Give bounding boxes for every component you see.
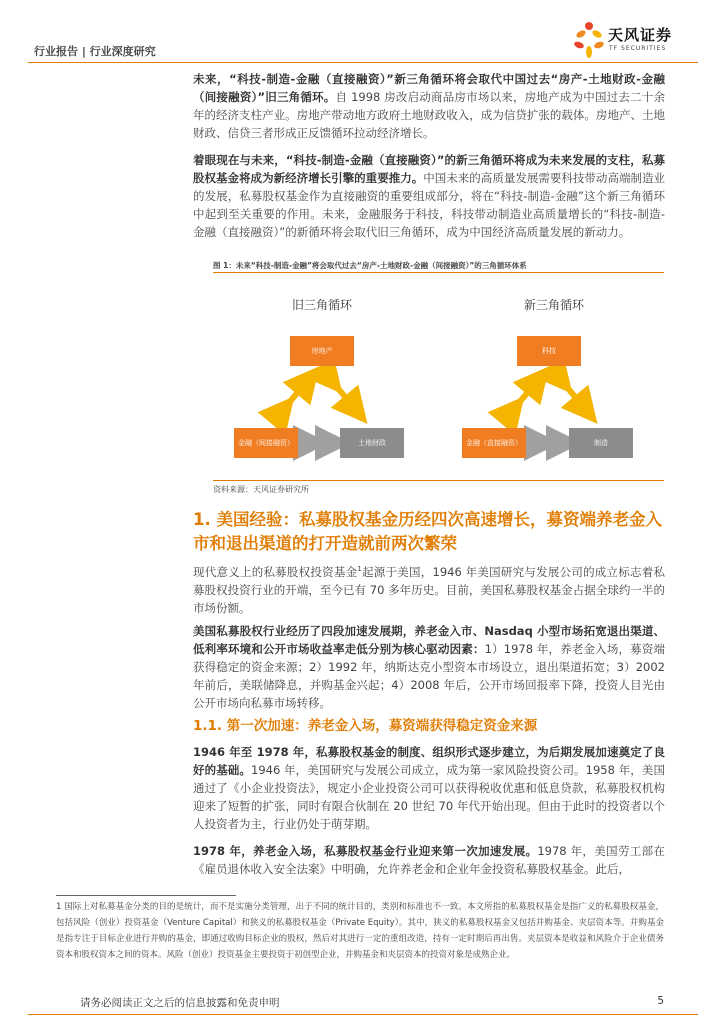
new-triangle-title: 新三角循环 (524, 298, 585, 312)
section-1-paragraph-2-text: 1）1978 年，养老金入场，募资端获得稳定的资金来源；2）1992 年，纳斯达克小型资本市场设立，退出渠道拓宽；3）2002 年前后，美联储降息，并购基金兴起；4）2008 年后，公开市场回报率下降，投资人目光由公开市场向私募市场转移。 (193, 642, 665, 710)
section-1-1-heading: 1.1. 第一次加速：养老金入场，募资端获得稳定资金来源 (193, 718, 538, 734)
section-1-1-paragraph-2-text: 1978 年，美国劳工部在《雇员退休收入安全法案》中明确，允许养老金和企业年金投资私募股权基金。此后， (193, 844, 665, 876)
paragraph-intro-1 (193, 70, 665, 142)
section-1-heading: 1. 美国经验：私募股权基金历经四次高速增长，募资端养老金入市和退出渠道的打开造就前两次繁荣 (193, 510, 662, 553)
new-right-arrow (561, 380, 586, 410)
company-logo (572, 20, 692, 60)
section-1-paragraph-2-bold: 美国私募股权行业经历了四段加速发展期，养老金入市、Nasdaq 小型市场拓宽退出渠道、低利率环境和公开市场收益率走低分别为核心驱动因素： (193, 624, 665, 656)
paragraph-intro-2-bold: 着眼现在与未来，“科技-制造-金融（直接融资）”的新三角循环将成为未来发展的支柱，私募股权基金将成为新经济增长引擎的重要推力。 (193, 153, 665, 185)
section-1-paragraph-2 (193, 622, 665, 712)
section-1-paragraph-1-b: 起源于美国，1946 年美国研究与发展公司的成立标志着私募股权投资行业的开端，至今已有 70 多年历史。目前，美国私募股权基金占据全球约一半的市场份额。 (193, 564, 666, 615)
footer-divider (28, 1014, 698, 1015)
new-right-box: 制造 (569, 428, 633, 458)
figure-source-divider (213, 480, 664, 481)
logo-text: 天风证券 (608, 26, 673, 44)
paragraph-intro-1-bold: 未来，“科技-制造-金融（直接融资）”新三角循环将会取代中国过去“房产-土地财政-金融（间接融资）”旧三角循环。 (193, 72, 665, 104)
section-1-1-paragraph-1-text: 1946 年，美国研究与发展公司成立，成为第一家风险投资公司。1958 年，美国通过了《小企业投资法》，规定小企业投资公司可以获得税收优惠和低息贷款，私募股权机构迎来了短暂的扩张，同时有限合伙制在 20 世纪 70 年代开始出现。但由于此时的投资者以个人投资者为主，行业仍处于萌芽期。 (193, 763, 666, 831)
old-top-box: 房地产 (290, 336, 354, 366)
report-category-label: 行业报告 | 行业深度研究 (34, 45, 156, 58)
figure-source: 资料来源：天风证券研究所 (213, 485, 309, 494)
header-divider (28, 62, 698, 63)
footnote: 1 国际上对私募基金分类的目的是统计，而不是实施分类管理，出于不同的统计目的，类别和标准也不一致。本文所指的私募股权基金是指广义的私募股权基金，包括风险（创业）投资基金（Venture Capital）和狭义的私募股权基金（Private Equity）。其中，狭义的私募股权基金又包括并购基金、夹层资本等。并购基金是指专注于目标企业进行并购的基金，即通过收购目标企业的股权，然后对其进行一定的重组改造，持有一定时期后再出售。夹层资本是收益和风险介于企业债务资本和股权资本之间的资本。风险（创业）投资基金主要投资于初创型企业，并购基金和夹层资本的投资对象是成熟企业。 (56, 902, 664, 960)
paragraph-intro-1-text: 自 1998 房改启动商品房市场以来，房地产成为中国过去二十余年的经济支柱产业。房地产带动地方政府土地财政收入，成为信贷扩张的载体。房地产、土地财政、信贷三者形成正反馈循环拉动经济增长。 (193, 90, 665, 140)
figure-caption: 图 1：未来“科技-制造-金融”将会取代过去“房产-土地财政-金融（间接融资）”的三角循环体系 (213, 261, 527, 270)
logo-mark-icon (572, 20, 606, 60)
new-left-arrow (513, 380, 538, 410)
footer-disclaimer: 请务必阅读正文之后的信息披露和免责申明 (80, 997, 280, 1009)
page-number: 5 (657, 995, 664, 1007)
paragraph-intro-2-text: 中国未来的高质量发展需要科技带动高端制造业的发展，私募股权基金作为直接融资的重要组成部分，将在“科技-制造-金融”这个新三角循环中起到至关重要的作用。未来，金融服务于科技，科技带动制造业高质量增长的“科技-制造-金融（直接融资）”的新循环将会取代旧三角循环，成为中国经济高质量发展的新动力。 (193, 171, 665, 239)
old-triangle-title: 旧三角循环 (292, 298, 353, 312)
footnote-divider (56, 895, 236, 896)
new-top-box: 科技 (517, 336, 581, 366)
section-1-1-paragraph-2 (193, 842, 665, 878)
old-right-arrow (331, 380, 356, 410)
old-right-box: 土地财政 (340, 428, 404, 458)
logo-subtext: TF SECURITIES (609, 45, 667, 52)
figure-caption-divider (213, 272, 664, 273)
footnote-ref[interactable]: 1 (357, 565, 362, 573)
old-left-box: 金融（间接融资） (234, 428, 298, 458)
section-1-1-paragraph-1 (193, 743, 665, 833)
old-left-arrow (283, 380, 308, 410)
paragraph-intro-2 (193, 151, 665, 241)
section-1-1-paragraph-1-bold: 1946 年至 1978 年，私募股权基金的制度、组织形式逐步建立，为后期发展加速奠定了良好的基础。 (193, 745, 665, 777)
new-left-box: 金融（直接融资） (462, 428, 526, 458)
section-1-paragraph-1 (193, 560, 665, 617)
section-1-paragraph-1-a: 现代意义上的私募股权投资基金 (193, 564, 358, 579)
section-1-1-paragraph-2-bold: 1978 年，养老金入场，私募股权基金行业迎来第一次加速发展。 (193, 844, 538, 858)
